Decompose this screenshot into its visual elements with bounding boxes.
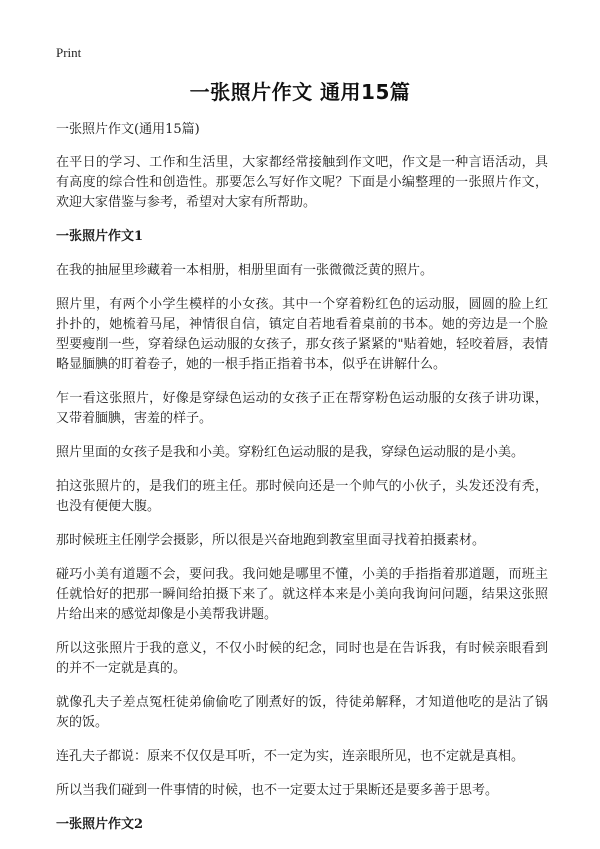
section-heading-2: 一张照片作文2 bbox=[56, 817, 144, 832]
paragraph: 所以这张照片于我的意义，不仅小时候的纪念，同时也是在告诉我，有时候亲眼看到的并不一定就是真的。 bbox=[56, 641, 548, 676]
paragraph: 碰巧小美有道题不会，要问我。我问她是哪里不懂，小美的手指指着那道题，而班主任就恰好的把那一瞬间给拍摄下来了。就这样本来是小美向我询问问题，结果这张照片给出来的感觉却像是小美帮我讲题。 bbox=[56, 567, 548, 622]
section-heading-1: 一张照片作文1 bbox=[56, 229, 144, 244]
page-title: 一张照片作文 通用15篇 bbox=[189, 80, 411, 104]
paragraph: 拍这张照片的，是我们的班主任。那时候向还是一个帅气的小伙子，头发还没有秃，也没有便便大腹。 bbox=[56, 479, 548, 514]
paragraph: 那时候班主任刚学会摄影，所以很是兴奋地跑到教室里面寻找着拍摄素材。 bbox=[56, 533, 486, 548]
paragraph: 就像孔夫子差点冤枉徒弟偷偷吃了刚煮好的饭，待徒弟解释，才知道他吃的是沾了锅灰的饭。 bbox=[56, 695, 548, 730]
intro-paragraph: 在平日的学习、工作和生活里，大家都经常接触到作文吧，作文是一种言语活动，具有高度的综合性和创造性。那要怎么写好作文呢？下面是小编整理的一张照片作文，欢迎大家借鉴与参考，希望对大家有所帮助。 bbox=[56, 155, 548, 210]
paragraph: 连孔夫子都说：原来不仅仅是耳听，不一定为实，连亲眼所见，也不定就是真相。 bbox=[56, 749, 525, 764]
paragraph: 所以当我们碰到一件事情的时候，也不一定要太过于果断还是要多善于思考。 bbox=[56, 783, 499, 798]
paragraph: 照片里，有两个小学生模样的小女孩。其中一个穿着粉红色的运动服，圆圆的脸上红扑扑的，她梳着马尾，神情很自信，镇定自若地看着桌前的书本。她的旁边是一个脸型要瘦削一些，穿着绿色运动服的女孩子，那女孩子紧紧的"贴着她，轻咬着唇，表情略显腼腆的盯着卷子，她的一根手指正指着书本，似乎在讲解什么。 bbox=[56, 297, 548, 372]
article-subtitle: 一张照片作文(通用15篇) bbox=[56, 122, 200, 137]
paragraph: 照片里面的女孩子是我和小美。穿粉红色运动服的是我，穿绿色运动服的是小美。 bbox=[56, 445, 525, 460]
paragraph: 在我的抽屉里珍藏着一本相册，相册里面有一张微微泛黄的照片。 bbox=[56, 263, 434, 278]
print-link[interactable]: Print bbox=[56, 45, 82, 60]
article-body bbox=[56, 120, 548, 849]
paragraph: 乍一看这张照片，好像是穿绿色运动的女孩子正在帮穿粉色运动服的女孩子讲功课，又带着腼腆，害羞的样子。 bbox=[56, 391, 548, 426]
